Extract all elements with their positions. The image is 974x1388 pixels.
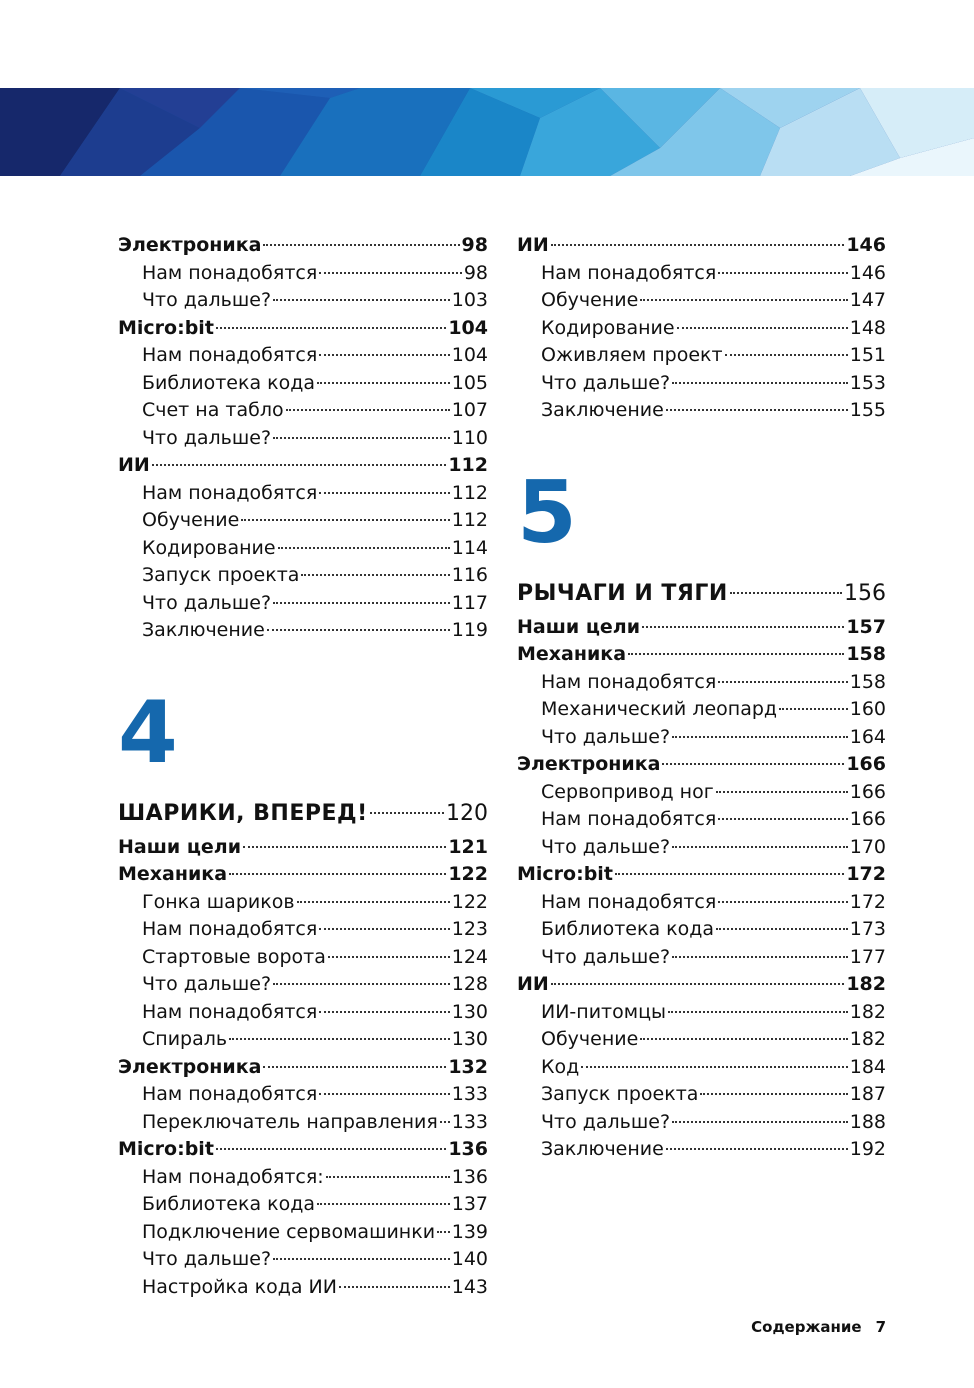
- toc-entry-label: Нам понадобятся: [142, 261, 318, 284]
- toc-entry-label: Оживляем проект: [541, 344, 723, 366]
- toc-entry[interactable]: [118, 1274, 488, 1302]
- toc-entry[interactable]: [118, 1109, 488, 1137]
- toc-entry-page: 114: [451, 536, 488, 559]
- dot-leader: [319, 1093, 449, 1095]
- toc-entry-page: 104: [448, 316, 488, 339]
- toc-entry-page: 112: [451, 509, 488, 531]
- toc-entry-page: 139: [451, 1220, 488, 1243]
- dot-leader: [216, 1148, 446, 1150]
- dot-leader: [718, 901, 847, 903]
- dot-leader: [326, 1176, 450, 1178]
- dot-leader: [319, 492, 449, 494]
- toc-entry[interactable]: [118, 1246, 488, 1274]
- toc-entry-page: 182: [849, 1028, 886, 1050]
- toc-entry-page: 172: [846, 863, 886, 885]
- toc-entry-page: 133: [451, 1110, 488, 1133]
- dot-leader: [672, 956, 848, 958]
- dot-leader: [628, 653, 844, 655]
- toc-entry-label: Нам понадобятся: [541, 808, 717, 830]
- toc-entry[interactable]: [517, 370, 886, 398]
- toc-entry-label: Нам понадобятся: [142, 1000, 318, 1023]
- dot-leader: [319, 272, 462, 274]
- toc-entry-label: Что дальше?: [142, 289, 272, 311]
- toc-entry-label: Micro:bit: [517, 863, 613, 885]
- toc-entry-label: Что дальше?: [541, 725, 671, 748]
- toc-list: [517, 614, 886, 1164]
- dot-leader: [319, 928, 449, 930]
- toc-entry-page: 151: [849, 344, 886, 366]
- toc-entry[interactable]: [517, 1054, 886, 1082]
- toc-entry[interactable]: [118, 1054, 488, 1082]
- toc-entry-label: Библиотека кода: [142, 1193, 316, 1215]
- dot-leader: [725, 354, 848, 356]
- toc-entry-label: Заключение: [142, 619, 265, 641]
- dot-leader: [718, 272, 847, 274]
- toc-entry-page: 112: [451, 481, 488, 504]
- toc-entry-page: 123: [451, 918, 488, 940]
- dot-leader: [730, 592, 842, 594]
- dot-leader: [437, 1231, 450, 1233]
- dot-leader: [263, 244, 459, 246]
- toc-entry[interactable]: [118, 315, 488, 343]
- toc-entry-label: Нам понадобятся: [142, 481, 318, 504]
- toc-entry[interactable]: [517, 1081, 886, 1109]
- toc-entry-page: 157: [846, 615, 886, 638]
- toc-entry-page: 177: [849, 945, 886, 968]
- toc-entry-label: Механический леопард: [541, 698, 778, 720]
- toc-entry-label: Электроника: [517, 753, 661, 775]
- dot-leader: [718, 818, 847, 820]
- toc-entry[interactable]: [118, 1191, 488, 1219]
- toc-entry[interactable]: [517, 232, 886, 260]
- toc-entry-page: 140: [451, 1248, 488, 1270]
- toc-entry[interactable]: [517, 696, 886, 724]
- toc-entry[interactable]: [517, 724, 886, 752]
- toc-entry[interactable]: [118, 452, 488, 480]
- chapter-title: ШАРИКИ, ВПЕРЕД!: [118, 800, 368, 826]
- toc-entry-page: 143: [451, 1275, 488, 1298]
- toc-entry-page: 110: [451, 426, 488, 449]
- toc-list: [118, 232, 488, 645]
- dot-leader: [241, 519, 449, 521]
- toc-entry-page: 103: [451, 289, 488, 311]
- toc-entry[interactable]: [118, 889, 488, 917]
- toc-entry-label: Нам понадобятся: [142, 344, 318, 366]
- toc-entry[interactable]: [118, 916, 488, 944]
- toc-entry-page: 187: [849, 1083, 886, 1105]
- dot-leader: [273, 1258, 450, 1260]
- toc-entry[interactable]: [517, 916, 886, 944]
- toc-entry[interactable]: [517, 315, 886, 343]
- toc-entry-page: 173: [849, 918, 886, 940]
- toc-entry-label: Нам понадобятся: [541, 890, 717, 913]
- toc-entry-label: Нам понадобятся: [142, 918, 318, 940]
- toc-entry-page: 112: [448, 454, 488, 476]
- toc-entry[interactable]: [118, 370, 488, 398]
- dot-leader: [273, 602, 450, 604]
- toc-entry[interactable]: [517, 614, 886, 642]
- toc-entry-page: 146: [846, 234, 886, 256]
- toc-entry-page: 104: [451, 344, 488, 366]
- toc-entry-label: Сервопривод ног: [541, 780, 714, 803]
- dot-leader: [370, 812, 444, 814]
- toc-entry-page: 166: [849, 780, 886, 803]
- dot-leader: [716, 791, 848, 793]
- dot-leader: [700, 1093, 847, 1095]
- toc-entry-label: Кодирование: [541, 316, 675, 339]
- page-footer: [751, 1318, 886, 1336]
- chapter-number: 5: [517, 462, 577, 563]
- toc-column-right: [517, 232, 886, 1164]
- toc-entry-page: 192: [849, 1138, 886, 1160]
- dot-leader: [278, 547, 450, 549]
- dot-leader: [642, 626, 844, 628]
- toc-entry-page: 117: [451, 591, 488, 614]
- toc-list: [517, 232, 886, 425]
- toc-entry-page: 158: [846, 643, 886, 665]
- toc-entry-page: 130: [451, 1028, 488, 1050]
- toc-entry-label: Электроника: [118, 234, 262, 256]
- dot-leader: [668, 1011, 848, 1013]
- toc-entry[interactable]: [118, 507, 488, 535]
- toc-entry-label: Электроника: [118, 1055, 262, 1078]
- toc-entry[interactable]: [517, 397, 886, 425]
- toc-entry[interactable]: [118, 1136, 488, 1164]
- dot-leader: [317, 382, 450, 384]
- toc-entry-page: 147: [849, 289, 886, 311]
- toc-entry-label: Счет на табло: [142, 399, 284, 421]
- toc-entry-page: 153: [849, 371, 886, 394]
- toc-entry[interactable]: [517, 779, 886, 807]
- toc-entry[interactable]: [517, 1136, 886, 1164]
- toc-entry-page: 137: [451, 1193, 488, 1215]
- toc-entry-page: 122: [448, 863, 488, 885]
- toc-entry-page: 133: [451, 1083, 488, 1105]
- toc-entry-label: Micro:bit: [118, 316, 214, 339]
- toc-entry-label: Что дальше?: [541, 945, 671, 968]
- dot-leader: [551, 983, 845, 985]
- toc-entry-page: 148: [849, 316, 886, 339]
- toc-entry-label: Стартовые ворота: [142, 945, 326, 968]
- toc-column-left: [118, 232, 488, 1301]
- toc-entry-label: ИИ: [517, 973, 549, 995]
- toc-entry-label: Обучение: [142, 509, 240, 531]
- toc-entry-page: 155: [849, 399, 886, 421]
- dot-leader: [319, 1011, 449, 1013]
- dot-leader: [317, 1203, 450, 1205]
- toc-entry[interactable]: [118, 971, 488, 999]
- toc-entry[interactable]: [118, 342, 488, 370]
- chapter-page: 120: [446, 800, 488, 826]
- dot-leader: [779, 708, 848, 710]
- chapter-title: РЫЧАГИ И ТЯГИ: [517, 580, 728, 606]
- dot-leader: [301, 574, 449, 576]
- toc-entry-label: Нам понадобятся: [541, 670, 717, 693]
- dot-leader: [640, 299, 847, 301]
- toc-entry-label: Запуск проекта: [541, 1083, 699, 1105]
- toc-entry-label: Что дальше?: [142, 426, 272, 449]
- toc-entry[interactable]: [118, 1164, 488, 1192]
- dot-leader: [273, 299, 450, 301]
- toc-entry-page: 136: [448, 1138, 488, 1160]
- dot-leader: [662, 763, 844, 765]
- toc-entry[interactable]: [517, 641, 886, 669]
- dot-leader: [152, 464, 447, 466]
- toc-entry[interactable]: [517, 1109, 886, 1137]
- dot-leader: [672, 1121, 848, 1123]
- toc-entry[interactable]: [517, 999, 886, 1027]
- toc-entry-page: 98: [461, 234, 488, 256]
- chapter-page: 156: [844, 580, 886, 606]
- toc-entry-label: ИИ-питомцы: [541, 1000, 667, 1023]
- dot-leader: [677, 327, 848, 329]
- dot-leader: [672, 846, 848, 848]
- toc-entry-label: Библиотека кода: [541, 918, 715, 940]
- dot-leader: [551, 244, 845, 246]
- toc-entry-page: 158: [849, 670, 886, 693]
- page-number: 7: [875, 1318, 886, 1336]
- dot-leader: [615, 873, 844, 875]
- dot-leader: [243, 846, 446, 848]
- toc-entry-page: 146: [849, 261, 886, 284]
- dot-leader: [440, 1121, 450, 1123]
- dot-leader: [666, 409, 848, 411]
- toc-entry-label: Кодирование: [142, 536, 276, 559]
- toc-entry[interactable]: [118, 944, 488, 972]
- toc-entry-page: 136: [451, 1165, 488, 1188]
- toc-entry-page: 124: [451, 945, 488, 968]
- toc-entry-page: 188: [849, 1110, 886, 1133]
- dot-leader: [229, 873, 446, 875]
- toc-entry-page: 107: [451, 399, 488, 421]
- toc-entry[interactable]: [118, 834, 488, 862]
- toc-entry-label: Спираль: [142, 1028, 228, 1050]
- toc-entry[interactable]: [118, 1026, 488, 1054]
- dot-leader: [286, 409, 450, 411]
- toc-entry-label: Micro:bit: [118, 1138, 214, 1160]
- toc-entry-label: Что дальше?: [142, 591, 272, 614]
- toc-entry[interactable]: [118, 861, 488, 889]
- toc-entry[interactable]: [517, 971, 886, 999]
- toc-chapter-entry[interactable]: [517, 579, 886, 609]
- toc-entry[interactable]: [517, 806, 886, 834]
- toc-entry[interactable]: [118, 260, 488, 288]
- toc-entry[interactable]: [118, 562, 488, 590]
- dot-leader: [716, 928, 848, 930]
- dot-leader: [666, 1148, 848, 1150]
- toc-entry-page: 182: [849, 1000, 886, 1023]
- toc-entry-page: 166: [849, 808, 886, 830]
- dot-leader: [273, 437, 450, 439]
- toc-entry-page: 170: [849, 835, 886, 858]
- toc-entry[interactable]: [517, 260, 886, 288]
- toc-entry-page: 130: [451, 1000, 488, 1023]
- toc-entry-label: Настройка кода ИИ: [142, 1275, 337, 1298]
- toc-entry[interactable]: [118, 287, 488, 315]
- toc-entry-page: 98: [463, 261, 488, 284]
- toc-entry-page: 121: [448, 835, 488, 858]
- toc-entry-page: 172: [849, 890, 886, 913]
- toc-entry-label: Наши цели: [517, 615, 641, 638]
- toc-entry-label: Что дальше?: [541, 1110, 671, 1133]
- dot-leader: [229, 1038, 450, 1040]
- toc-entry-label: Механика: [517, 643, 627, 665]
- toc-entry-page: 128: [451, 973, 488, 995]
- dot-leader: [267, 629, 450, 631]
- toc-entry-label: Переключатель направления: [142, 1110, 438, 1133]
- toc-entry[interactable]: [118, 425, 488, 453]
- toc-entry[interactable]: [118, 590, 488, 618]
- toc-entry-label: Что дальше?: [541, 835, 671, 858]
- toc-entry[interactable]: [517, 342, 886, 370]
- toc-entry[interactable]: [118, 999, 488, 1027]
- toc-entry[interactable]: [118, 480, 488, 508]
- toc-entry-label: Что дальше?: [142, 1248, 272, 1270]
- toc-entry-page: 116: [451, 564, 488, 586]
- toc-entry-label: Механика: [118, 863, 228, 885]
- toc-list: [118, 834, 488, 1302]
- toc-entry[interactable]: [118, 1219, 488, 1247]
- dot-leader: [640, 1038, 847, 1040]
- dot-leader: [319, 354, 449, 356]
- chapter-number: 4: [118, 682, 178, 783]
- toc-entry[interactable]: [517, 751, 886, 779]
- toc-entry-page: 184: [849, 1055, 886, 1078]
- toc-entry-label: Запуск проекта: [142, 564, 300, 586]
- toc-entry[interactable]: [118, 535, 488, 563]
- toc-entry[interactable]: [517, 944, 886, 972]
- toc-entry-label: ИИ: [118, 454, 150, 476]
- dot-leader: [273, 983, 450, 985]
- toc-entry-page: 166: [846, 753, 886, 775]
- toc-entry-label: Что дальше?: [142, 973, 272, 995]
- dot-leader: [216, 327, 446, 329]
- toc-entry-page: 182: [846, 973, 886, 995]
- dot-leader: [672, 382, 848, 384]
- toc-entry-label: Подключение сервомашинки: [142, 1220, 436, 1243]
- header-banner: [0, 88, 974, 176]
- toc-entry[interactable]: [118, 397, 488, 425]
- toc-entry-page: 119: [451, 619, 488, 641]
- toc-entry-label: Нам понадобятся:: [142, 1165, 324, 1188]
- dot-leader: [339, 1286, 450, 1288]
- toc-entry-page: 132: [448, 1055, 488, 1078]
- toc-entry-label: Библиотека кода: [142, 371, 316, 394]
- toc-entry-page: 160: [849, 698, 886, 720]
- toc-entry-label: Что дальше?: [541, 371, 671, 394]
- toc-entry-label: Обучение: [541, 289, 639, 311]
- dot-leader: [263, 1066, 446, 1068]
- toc-chapter-entry[interactable]: [118, 799, 488, 829]
- toc-entry[interactable]: [118, 1081, 488, 1109]
- toc-entry-label: ИИ: [517, 234, 549, 256]
- toc-entry-label: Нам понадобятся: [142, 1083, 318, 1105]
- toc-entry[interactable]: [517, 861, 886, 889]
- dot-leader: [297, 901, 450, 903]
- dot-leader: [328, 956, 450, 958]
- dot-leader: [672, 736, 848, 738]
- toc-entry[interactable]: [118, 232, 488, 260]
- toc-entry[interactable]: [517, 1026, 886, 1054]
- toc-entry-page: 164: [849, 725, 886, 748]
- toc-entry[interactable]: [517, 287, 886, 315]
- toc-entry-label: Наши цели: [118, 835, 242, 858]
- toc-entry-label: Гонка шариков: [142, 890, 295, 913]
- toc-entry-label: Код: [541, 1055, 580, 1078]
- toc-entry-label: Заключение: [541, 1138, 664, 1160]
- toc-entry-page: 122: [451, 890, 488, 913]
- toc-entry[interactable]: [517, 834, 886, 862]
- dot-leader: [581, 1066, 847, 1068]
- toc-entry[interactable]: [517, 669, 886, 697]
- toc-entry-label: Заключение: [541, 399, 664, 421]
- toc-entry-label: Обучение: [541, 1028, 639, 1050]
- dot-leader: [718, 681, 847, 683]
- toc-entry[interactable]: [118, 617, 488, 645]
- footer-section-title: Содержание: [751, 1318, 862, 1336]
- toc-entry-label: Нам понадобятся: [541, 261, 717, 284]
- toc-entry[interactable]: [517, 889, 886, 917]
- toc-entry-page: 105: [451, 371, 488, 394]
